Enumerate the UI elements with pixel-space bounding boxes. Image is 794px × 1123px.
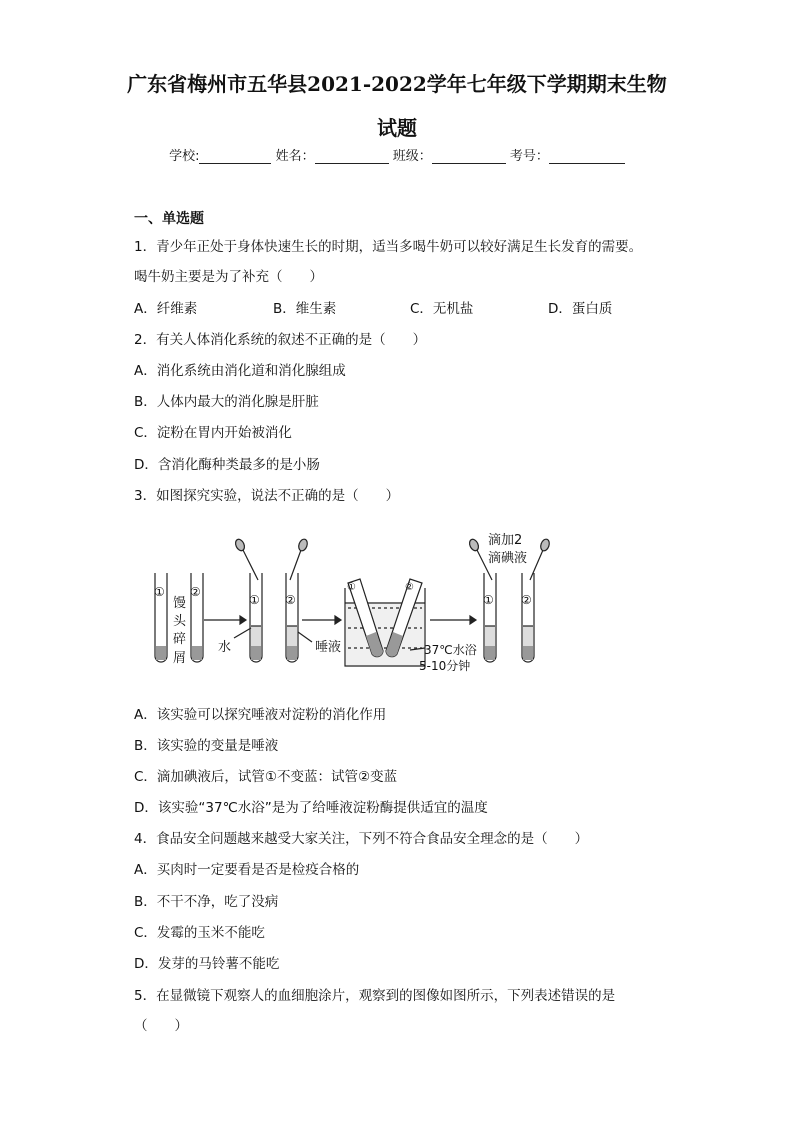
q1-option-a[interactable]: A．纤维素 [134, 301, 198, 317]
q3-option-a[interactable]: A．该实验可以探究唾液对淀粉的消化作用 [134, 707, 387, 723]
bath-tube-label-1: ① [347, 582, 356, 593]
tube-label-2c: ② [521, 593, 532, 607]
step4-tube-1 [484, 573, 496, 662]
mantou-char-2: 头 [173, 614, 187, 629]
iodine-label-2: 滴碘液 [488, 551, 528, 566]
dropper-4 [530, 538, 551, 580]
step4-tube-2 [522, 573, 534, 662]
number-label: 考号： [509, 149, 549, 164]
tube-label-2: ② [190, 585, 201, 599]
q3-option-d[interactable]: D．该实验“37℃水浴”是为了给唾液淀粉酶提供适宜的温度 [134, 800, 488, 816]
q4-option-c[interactable]: C．发霉的玉米不能吃 [134, 925, 265, 941]
q1-option-b[interactable]: B．维生素 [273, 301, 337, 317]
bath-tube-label-2: ② [405, 582, 414, 593]
q1-stem-cont: 喝牛奶主要是为了补充（ ） [134, 269, 323, 285]
tube-label-1: ① [154, 585, 165, 599]
step2-tube-1 [250, 573, 262, 662]
school-label: 学校: [169, 149, 200, 164]
q4-option-d[interactable]: D．发芽的马铃薯不能吃 [134, 956, 280, 972]
q2-option-a[interactable]: A．消化系统由消化道和消化腺组成 [134, 363, 346, 379]
bath-label-temp: 37℃水浴 [424, 643, 477, 657]
q2-option-d[interactable]: D．含消化酶种类最多的是小肠 [134, 457, 320, 473]
experiment-figure [140, 528, 560, 678]
iodine-label-1: 滴加2 [488, 533, 523, 548]
q4-option-a[interactable]: A．买肉时一定要看是否是检疫合格的 [134, 862, 360, 878]
page-title-continued: 试题 [377, 116, 417, 140]
dropper-2 [290, 538, 309, 580]
water-label: 水 [218, 640, 232, 655]
mantou-char-1: 馒 [173, 596, 187, 611]
q3-option-b[interactable]: B．该实验的变量是唾液 [134, 738, 279, 754]
q5-stem: 5．在显微镜下观察人的血细胞涂片，观察到的图像如图所示，下列表述错误的是 [134, 988, 616, 1004]
class-blank[interactable] [432, 148, 506, 164]
q1-option-c[interactable]: C．无机盐 [410, 301, 474, 317]
page-title: 广东省梅州市五华县2021-2022学年七年级下学期期末生物 [127, 72, 667, 96]
student-info-row [0, 145, 794, 164]
saliva-label: 唾液 [315, 640, 342, 655]
q3-stem: 3．如图探究实验，说法不正确的是（ ） [134, 488, 400, 504]
tube-label-1c: ① [483, 593, 494, 607]
name-label: 姓名： [275, 149, 315, 164]
q2-stem: 2．有关人体消化系统的叙述不正确的是（ ） [134, 332, 427, 348]
tube-label-1b: ① [249, 593, 260, 607]
q3-option-c[interactable]: C．滴加碘液后，试管①不变蓝：试管②变蓝 [134, 769, 398, 785]
mantou-char-4: 屑 [173, 651, 187, 666]
q2-option-c[interactable]: C．淀粉在胃内开始被消化 [134, 425, 292, 441]
q2-option-b[interactable]: B．人体内最大的消化腺是肝脏 [134, 394, 319, 410]
class-label: 班级： [392, 149, 432, 164]
q4-option-b[interactable]: B．不干不净，吃了没病 [134, 894, 279, 910]
q4-stem: 4．食品安全问题越来越受大家关注，下列不符合食品安全理念的是（ ） [134, 831, 589, 847]
section-heading: 一、单选题 [134, 211, 204, 227]
tube-label-2b: ② [285, 593, 296, 607]
q1-stem: 1．青少年正处于身体快速生长的时期，适当多喝牛奶可以较好满足生长发育的需要。 [134, 239, 643, 255]
q5-stem-cont: （ ） [134, 1018, 188, 1034]
step2-tube-2 [286, 573, 298, 662]
name-blank[interactable] [315, 148, 389, 164]
school-blank[interactable] [199, 148, 271, 164]
number-blank[interactable] [549, 148, 625, 164]
mantou-char-3: 碎 [173, 632, 187, 647]
dropper-1 [234, 538, 258, 580]
bath-label-time: 5-10分钟 [419, 659, 471, 673]
q1-option-d[interactable]: D．蛋白质 [548, 301, 613, 317]
